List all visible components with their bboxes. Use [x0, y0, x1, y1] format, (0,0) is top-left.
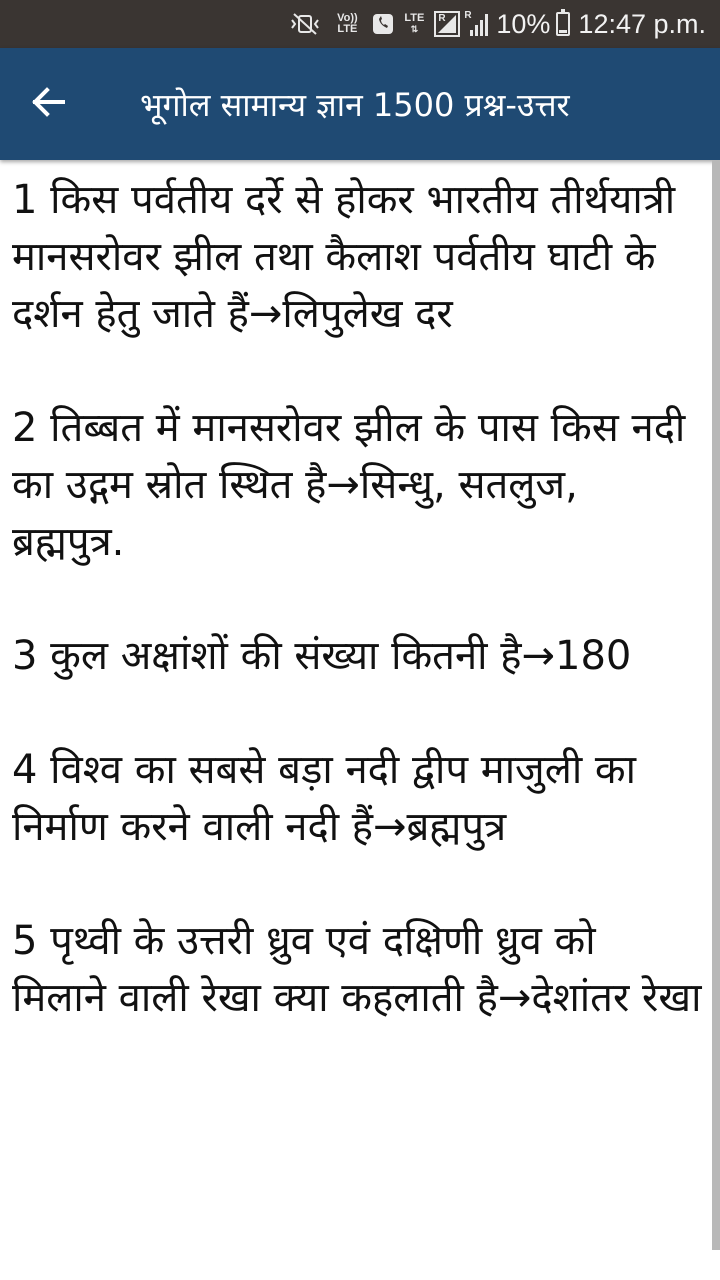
data-arrows-icon: ⇅ [410, 24, 419, 34]
question-item-1: 1 किस पर्वतीय दर्रे से होकर भारतीय तीर्थयात्री मानसरोवर झील तथा कैलाश पर्वतीय घाटी के दर्शन हेतु जाते हैं→लिपुलेख दर [12, 177, 676, 337]
question-item-5: 5 पृथ्वी के उत्तरी ध्रुव एवं दक्षिणी ध्रुव को मिलाने वाली रेखा क्या कहलाती है→देशांतर रेखा [12, 918, 702, 1021]
question-item-4: 4 विश्व का सबसे बड़ा नदी द्वीप माजुली का निर्माण करने वाली नदी हैं→ब्रह्मपुत्र [12, 747, 637, 850]
clock: 12:47 p.m. [578, 8, 706, 39]
arrow-left-icon [31, 81, 65, 127]
status-bar [0, 0, 720, 48]
roaming-label: R [438, 13, 446, 24]
battery-percent: 10% [496, 8, 551, 39]
roaming-signal-icon [434, 11, 460, 37]
question-item-2: 2 तिब्बत में मानसरोवर झील के पास किस नदी का उद्गम स्रोत स्थित है→सिन्धु, सतलुज, ब्रह्मपुत्र. [12, 405, 686, 565]
app-bar [0, 48, 720, 160]
lte-label: LTE [404, 12, 425, 24]
wifi-calling-icon [372, 12, 394, 36]
vibrate-mute-icon [288, 12, 322, 36]
back-button[interactable] [0, 48, 96, 160]
cell-signal-icon [464, 10, 488, 36]
question-item-3: 3 कुल अक्षांशों की संख्या कितनी है→180 [12, 633, 632, 679]
roaming-label-2: R [464, 10, 472, 21]
volte-icon: Vo)) LTE [337, 12, 358, 35]
page-title: भूगोल सामान्य ज्ञान 1500 प्रश्न-उत्तर [140, 85, 570, 124]
lte-signal-icon [404, 13, 424, 35]
battery-icon [556, 12, 570, 36]
scrollbar[interactable] [712, 160, 720, 1250]
question-list[interactable] [0, 160, 712, 1280]
